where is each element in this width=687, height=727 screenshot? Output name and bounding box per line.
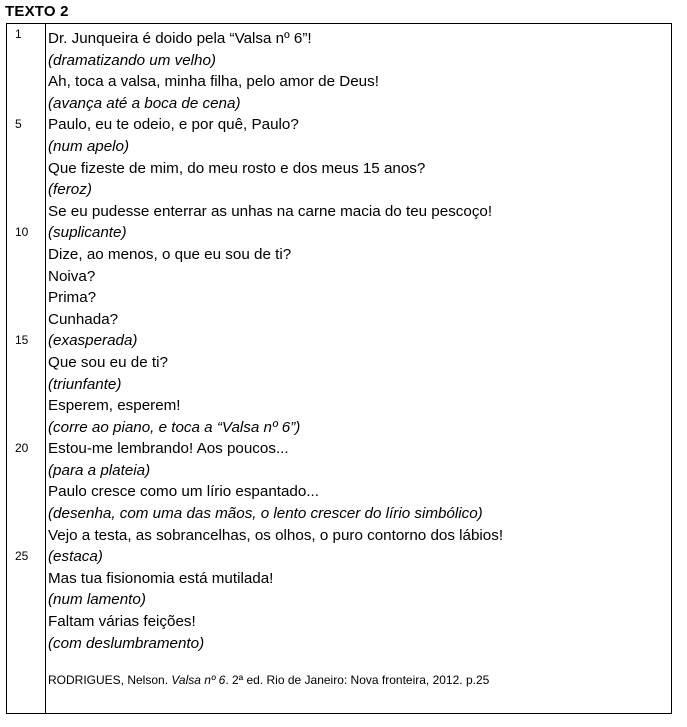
text-line (7, 503, 671, 525)
text-line (7, 179, 671, 201)
line-text: Paulo, eu te odeio, e por quê, Paulo? (48, 116, 299, 134)
stage-direction: (exasperada) (48, 332, 138, 350)
document-heading: TEXTO 2 (5, 3, 69, 20)
text-line (7, 28, 671, 50)
citation-title: Valsa nº 6 (171, 673, 226, 687)
stage-direction: (num apelo) (48, 137, 130, 155)
text-line (7, 201, 671, 223)
text-line (7, 352, 671, 374)
line-text: Cunhada? (48, 310, 119, 328)
citation (48, 673, 489, 687)
line-number: 20 (15, 441, 29, 456)
stage-direction: (num lamento) (48, 591, 146, 609)
line-text: Prima? (48, 289, 97, 307)
line-text: Noiva? (48, 267, 96, 285)
stage-direction: (triunfante) (48, 375, 122, 393)
poem-lines (7, 28, 671, 654)
text-line (7, 244, 671, 266)
text-line (7, 460, 671, 482)
line-text: Que fizeste de mim, do meu rosto e dos meus 15 anos? (48, 159, 426, 177)
text-line (7, 633, 671, 655)
text-line (7, 222, 671, 244)
citation-author: RODRIGUES, Nelson. (48, 673, 172, 687)
line-text: Paulo cresce como um lírio espantado... (48, 483, 319, 501)
stage-direction: (estaca) (48, 548, 103, 566)
line-text: Vejo a testa, as sobrancelhas, os olhos, o puro contorno dos lábios! (48, 526, 504, 544)
text-line (7, 374, 671, 396)
text-line (7, 546, 671, 568)
line-number: 10 (15, 225, 29, 240)
text-line (7, 568, 671, 590)
stage-direction: (corre ao piano, e toca a “Valsa nº 6”) (48, 418, 301, 436)
line-text: Ah, toca a valsa, minha filha, pelo amor de Deus! (48, 73, 379, 91)
text-line (7, 93, 671, 115)
text-line (7, 287, 671, 309)
stage-direction: (feroz) (48, 181, 92, 199)
line-number: 25 (15, 549, 29, 564)
line-text: Que sou eu de ti? (48, 353, 168, 371)
stage-direction: (desenha, com uma das mãos, o lento crescer do lírio simbólico) (48, 505, 483, 523)
stage-direction: (avança até a boca de cena) (48, 94, 241, 112)
line-text: Esperem, esperem! (48, 397, 181, 415)
line-text: Estou-me lembrando! Aos poucos... (48, 440, 289, 458)
text-line (7, 158, 671, 180)
text-line (7, 330, 671, 352)
text-line (7, 589, 671, 611)
text-line (7, 525, 671, 547)
text-line (7, 481, 671, 503)
text-line (7, 136, 671, 158)
stage-direction: (com deslumbramento) (48, 634, 205, 652)
text-line (7, 417, 671, 439)
line-text: Faltam várias feições! (48, 613, 196, 631)
text-frame (6, 23, 672, 714)
stage-direction: (para a plateia) (48, 461, 151, 479)
line-number: 15 (15, 333, 29, 348)
stage-direction: (dramatizando um velho) (48, 51, 216, 69)
text-line (7, 266, 671, 288)
line-text: Dr. Junqueira é doido pela “Valsa nº 6”! (48, 30, 312, 47)
text-line (7, 50, 671, 72)
line-text: Mas tua fisionomia está mutilada! (48, 569, 274, 587)
text-line (7, 71, 671, 93)
text-line (7, 438, 671, 460)
line-text: Dize, ao menos, o que eu sou de ti? (48, 245, 292, 263)
line-number: 5 (15, 117, 22, 132)
line-number: 1 (15, 27, 22, 41)
text-line (7, 114, 671, 136)
text-line (7, 611, 671, 633)
citation-details: . 2ª ed. Rio de Janeiro: Nova fronteira, 2012. p.25 (225, 673, 490, 687)
line-text: Se eu pudesse enterrar as unhas na carne macia do teu pescoço! (48, 202, 493, 220)
text-line (7, 395, 671, 417)
stage-direction: (suplicante) (48, 224, 127, 242)
text-line (7, 309, 671, 331)
